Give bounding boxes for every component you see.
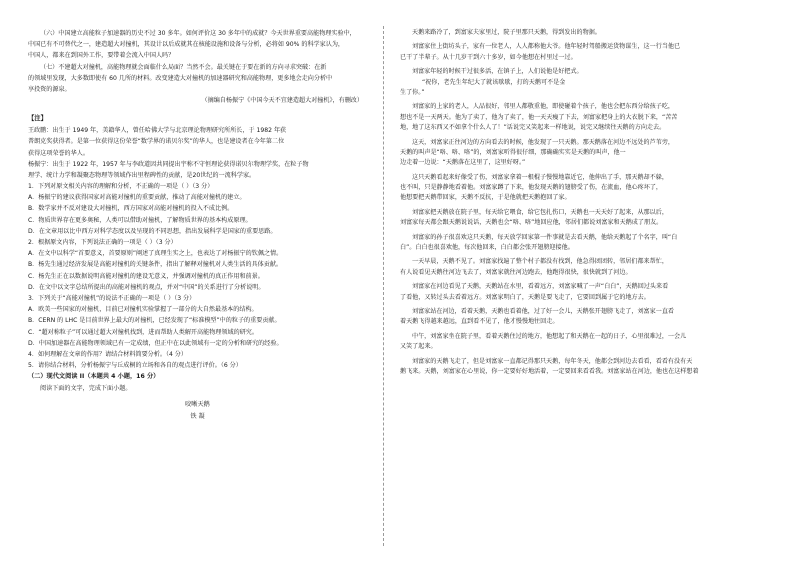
note-line: 普朗克奖获得者。是第一位获得这份荣誉“数学界的诺贝尔奖”的华人，也是建设者在今年第二位 bbox=[28, 138, 285, 146]
text-line: 刘富家把天鹅放在院子里，每天给它喂食，给它包扎伤口，天鹅也一天天好了起来，从那以后， bbox=[412, 208, 668, 216]
option-c: C．物质世界存在更多奥秘，人类可以借助对撞机，了解物质世界的基本构成原理。 bbox=[28, 216, 252, 224]
text-line: 这天，刘富家正往河边的方向看去的时候，他发现了一只天鹅。那天鹅落在河边不远处的芦苇旁， bbox=[412, 138, 675, 146]
text-line: 他想要把天鹅带回家，天鹅不反抗，于是他就把天鹅抱回了家。 bbox=[400, 194, 571, 202]
text-line: 也不叫，只是静静地看着他。刘富家蹲了下来，他发现天鹅的翅膀受了伤，在流血，他心疼坏了， bbox=[400, 184, 663, 192]
option-c: C．杨先生正在以数据说明高能对撞机的建设无意义，并强调对撞机的真正作用和前景。 bbox=[28, 272, 264, 280]
text-line: 鹅飞来。天鹅，刘富家在心里说，你一定要好好地活着，一定要回来看看我。刘富家站在河边，他也在这样想着 bbox=[400, 367, 699, 375]
note-line: 杨振宁：出生于 1922 年，1957 年与李政道因共同提出宇称不守恒理论获得诺贝尔物理学奖，在粒子物 bbox=[28, 160, 309, 168]
text-line: 刘富家站在河边，看着天鹅，天鹅也看着他，过了好一会儿，天鹅张开翅膀飞走了，刘富家一直看 bbox=[412, 307, 675, 315]
paragraph-7 bbox=[28, 62, 367, 96]
question-3 bbox=[28, 293, 367, 349]
reading-instruction: 阅读下面的文字，完成下面小题。 bbox=[40, 385, 132, 393]
question-stem: 3．下列关于“高能对撞机”的说法不正确的一项是（ ）（3 分） bbox=[28, 294, 196, 302]
question-stem: 2．根据原文内容，下列说法正确的一项是（ ）（3 分） bbox=[28, 239, 177, 246]
note-heading: 【注】 bbox=[28, 115, 47, 123]
option-a: A．欧美一些国家的对撞机，目前已对撞机实验掌握了一部分的大自然最基本的结构。 bbox=[28, 306, 258, 314]
text-line: 边走着一边说：“天鹅落在这里了，这里好呀。” bbox=[400, 159, 526, 167]
option-b: B．数学家并不反对建设大对撞机，西方国家对高能对撞机的投入不成比例。 bbox=[28, 205, 234, 213]
source-citation: （摘编自杨振宁《中国今天不宜建造超大对撞机》，有删改） bbox=[201, 97, 363, 105]
text-line: 生了你。” bbox=[400, 88, 425, 96]
text-line: （七）不建超大对撞机，高能物理就会面临什么局面？当然不会。最关键在于要在新的方向寻求突破：在新 bbox=[40, 63, 327, 71]
story-author: 铁 凝 bbox=[190, 413, 205, 421]
text-line: 天鹅来路冷了，到富家夫家里过，院子里那只天鹅，得到发出的物据。 bbox=[412, 29, 601, 36]
text-line: 白”。白白也很喜欢他，每次他回来，白白都会张开翅膀迎接他。 bbox=[400, 244, 574, 252]
text-line: 中国已有不可替代之一，建造超大对撞机，其设计以后成就其在核能设施和设备与分析，必将如 90% 的科学家认为， bbox=[28, 41, 345, 49]
paragraph-6 bbox=[28, 28, 367, 62]
column-divider bbox=[383, 26, 385, 546]
text-line: 的领域里发现，大多数即使有 60 几所的材料。改变建造大对撞机的加速器研究和高能物理，更多地会走向分析中 bbox=[28, 74, 333, 82]
option-d: D．中国加速器在高能物理领域已有一定成绩，但正中在以此领域有一定的分析和研究的经验。 bbox=[28, 339, 283, 347]
text-line: 刘富家每天都会跟天鹅说说话，天鹅也会“咯、咯”地回应他，邻居们都说刘富家和天鹅成了朋友。 bbox=[400, 219, 663, 227]
text-line: 一天早晨，天鹅不见了。刘富家找遍了整个村子都没有找到，他急得团团转，邻居们都来帮忙， bbox=[412, 258, 668, 266]
notes-block bbox=[28, 125, 367, 181]
question-stem: 1．下列对原文相关内容的理解和分析，不正确的一项是（ ）（3 分） bbox=[28, 183, 214, 191]
option-c: C．“超对称粒子”可以通过超大对撞机找到，进而帮助人类解开高能物理领域的研究。 bbox=[28, 328, 258, 336]
text-line: 地，地了这东西又不如拿个什么人了！”话说完又笑起来一样地说，说完又继续往天鹅的方向走去。 bbox=[400, 124, 666, 132]
text-line: 想也不是一天两天。他为了卖了，他为了卖了，他一天天瘦了下去，刘富家把身上的大衣脱下来，“苦苦 bbox=[400, 113, 678, 121]
text-line: 刘富家年轻的时候干过很多活，在镇子上，人们说他是好把式。 bbox=[412, 68, 583, 76]
right-column bbox=[400, 28, 770, 377]
note-line: 理学、统计力学和凝聚态物理等领域作出里程碑性的贡献，是20世纪的一流科学家。 bbox=[28, 171, 256, 179]
text-line: 有人说看见天鹅往河边飞去了，刘富家就往河边跑去，他跑得很快，很快就到了河边。 bbox=[400, 268, 632, 276]
option-b: B．杨先生通过经济发展是高能对撞机的关键条件，指出了解释对撞机对人类生活的具体贡献。 bbox=[28, 261, 283, 269]
text-line: 中午，刘富家坐在院子里，看着天鹅住过的地方，他想起了和天鹅在一起的日子，心里很难过，一会儿 bbox=[412, 332, 687, 340]
option-d: D．在文章用以比中西方对科学态度以及呈现的不同思想，指出发展科学是国家的重要思路。 bbox=[28, 227, 277, 235]
text-line: 天鹅的叫声是“咯、咯、咯”的，刘富家听得很仔细，那确确实实是天鹅的叫声，他一 bbox=[400, 148, 626, 156]
note-line: 王政鹏：出生于 1949 年，美籍华人，曾任哈佛大学与北京理论物理研究所所长，于 1982 年获 bbox=[28, 127, 287, 135]
question-1 bbox=[28, 181, 367, 237]
text-line: 中国人，都来在到国外工作，要带着会流入中国人吗？ bbox=[28, 52, 175, 60]
text-line: 刘富家的孙子很喜欢这只天鹅，每天放学回家第一件事就是去看天鹅，他给天鹅起了个名字，叫“白 bbox=[412, 233, 678, 241]
text-line: 着天鹅飞得越来越远，直到看不见了，他才慢慢地往回走。 bbox=[400, 318, 559, 326]
text-line: 刘富家在河边看见了天鹅，天鹅站在水里，看着远方，刘富家喊了一声“白白”，天鹅回过头来看 bbox=[412, 283, 669, 291]
text-line: 又笑了起来。 bbox=[400, 343, 437, 351]
text-line: 了看他，又转过头去看着远方。刘富家明白了，天鹅是要飞走了，它要回到属于它的地方去。 bbox=[400, 293, 650, 301]
text-line: 刘富家的天鹅飞走了，但是刘富家一直都记得那只天鹅，每年冬天，他都会到河边去看看，看看有没有天 bbox=[412, 357, 693, 365]
option-b: B．CERN 的 LHC 是目前世界上最大的对撞机，已经发现了“标准模型”中的粒子的重要贡献。 bbox=[28, 317, 281, 325]
note-line: 获得这项荣誉的华人。 bbox=[28, 149, 89, 157]
text-line: 享投资的源泉。 bbox=[28, 85, 71, 93]
story-title: 咬晰天鹅 bbox=[185, 401, 210, 409]
option-a: A．杨振宁的建议获得国家对高能对撞机的重要贡献，推动了高能对撞机的建立。 bbox=[28, 194, 246, 202]
text-line: 这只天鹅看起来好像受了伤，刘富家拿着一根棍子慢慢地靠近它，他伸出了手，那天鹅却不躲， bbox=[412, 173, 668, 181]
question-5: 5．请你结合材料，分析杨振宁与丘成桐的立场和各自的观点进行评价。（6 分） bbox=[28, 362, 242, 370]
question-2 bbox=[28, 237, 367, 293]
text-line: 刘富家住上街坊头子，家有一位老人，人人都称他大爷。他年轻时驾船搬运货物谋生，这一行当他已 bbox=[412, 43, 681, 51]
option-d: D．在文中以文字总结所提出的高能对撞机的观点，并对“中国”的关系进行了分析说明。 bbox=[28, 283, 265, 291]
option-a: A．在文中以科学“首要意义，首要原则”阐述了真理生实之上，也表达了对杨振宁的钦佩之情。 bbox=[28, 250, 283, 258]
text-line: 刘富家的上家的老人，人品很好，邻里人都敬重他，即使碰着个孩子，他也会把东西分给孩子吃， bbox=[412, 103, 675, 111]
text-line: “祝你，老先生年纪大了就该歇歇，打的天鹅可不是金 bbox=[422, 78, 566, 86]
story-body bbox=[400, 28, 770, 377]
section-heading: （二）现代文阅读 II（本题共 4 小题，16 分） bbox=[28, 373, 160, 381]
question-4: 4．如何理解在文章的作用？请结合材料简要分析。（4 分） bbox=[28, 350, 187, 358]
text-line: 已干了半辈子。从十几岁干到六十多岁，如今他想在村里过一过。 bbox=[400, 53, 577, 61]
text-line: （六）中国建立高能粒子加速器的历史不过 30 多年。如何评价这 30 多年中的成就？今天世界重要高能物理实验中， bbox=[40, 30, 356, 37]
left-column bbox=[28, 28, 367, 423]
